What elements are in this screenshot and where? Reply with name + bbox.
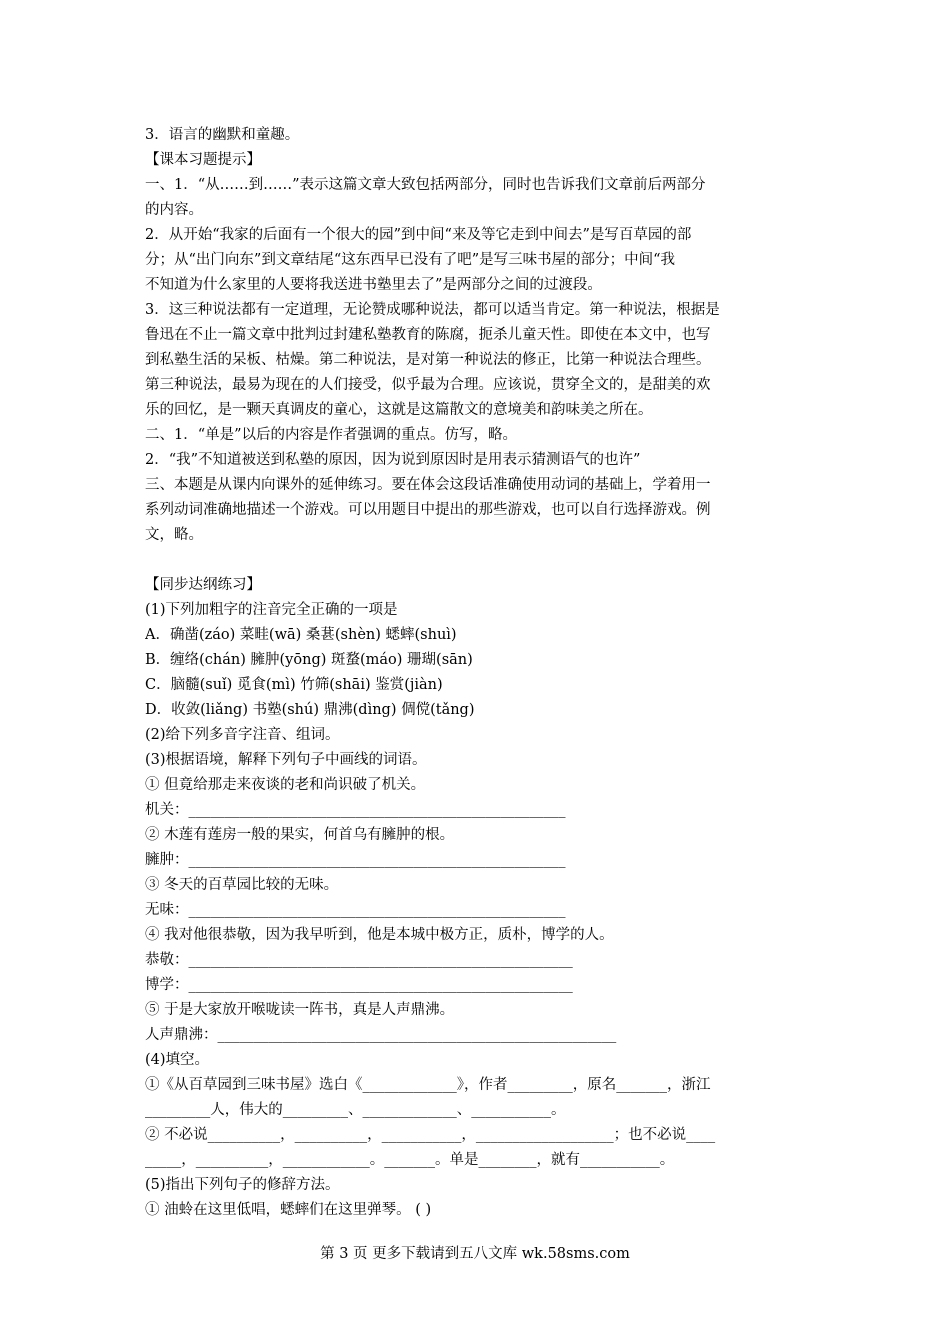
document-body xyxy=(145,123,810,1223)
fill-blank-line: ② 不必说__________，__________，___________，___________________；也不必说____ xyxy=(145,1127,716,1143)
section-heading: 【课本习题提示】 xyxy=(145,152,261,168)
page-footer: 第 3 页 更多下载请到五八文库 wk.58sms.com xyxy=(320,1246,630,1262)
answer-blank-line: 臃肿：____________________________________________________ xyxy=(145,852,566,868)
text-line: 3．这三种说法都有一定道理，无论赞成哪种说法，都可以适当肯定。第一种说法，根据是 xyxy=(145,302,720,318)
question-line: (2)给下列多音字注音、组词。 xyxy=(145,727,340,743)
sentence-line: ① 油蛉在这里低唱，蟋蟀们在这里弹琴。 ( ) xyxy=(145,1202,432,1218)
text-line: 系列动词准确地描述一个游戏。可以用题目中提出的那些游戏，也可以自行选择游戏。例 xyxy=(145,502,711,518)
answer-blank-line: 机关：____________________________________________________ xyxy=(145,802,566,818)
sentence-line: ④ 我对他很恭敬，因为我早听到，他是本城中极方正，质朴，博学的人。 xyxy=(145,927,614,943)
question-line: (5)指出下列句子的修辞方法。 xyxy=(145,1177,340,1193)
sentence-line: ⑤ 于是大家放开喉咙读一阵书，真是人声鼎沸。 xyxy=(145,1002,455,1018)
fill-blank-line: _____，__________，____________。_______。单是________，就有___________。 xyxy=(145,1152,675,1168)
text-line: 鲁迅在不止一篇文章中批判过封建私塾教育的陈腐，扼杀儿童天性。即使在本文中，也写 xyxy=(145,327,711,343)
answer-blank-line: 人声鼎沸：_______________________________________________________ xyxy=(145,1027,617,1043)
blank-line xyxy=(145,548,810,573)
answer-blank-line: 恭敬：_____________________________________________________ xyxy=(145,952,573,968)
text-line: 2．从开始“我家的后面有一个很大的园”到中间“来及等它走到中间去”是写百草园的部 xyxy=(145,227,692,243)
text-line: 的内容。 xyxy=(145,202,203,218)
text-line: 到私塾生活的呆板、枯燥。第二种说法，是对第一种说法的修正，比第一种说法合理些。 xyxy=(145,352,711,368)
option-b: B．缠络(chán) 臃肿(yōng) 斑蝥(máo) 珊瑚(sān) xyxy=(145,652,473,668)
text-line: 不知道为什么家里的人要将我送进书塾里去了”是两部分之间的过渡段。 xyxy=(145,277,602,293)
text-line: 分；从“出门向东”到文章结尾“这东西早已没有了吧”是写三味书屋的部分；中间“我 xyxy=(145,252,676,268)
text-line: 三、本题是从课内向课外的延伸练习。要在体会这段话准确使用动词的基础上，学着用一 xyxy=(145,477,711,493)
answer-blank-line: 博学：_____________________________________________________ xyxy=(145,977,573,993)
sentence-line: ② 木莲有莲房一般的果实，何首乌有臃肿的根。 xyxy=(145,827,455,843)
fill-blank-line: ①《从百草园到三味书屋》选白《_____________》，作者_________，原名_______，浙江 xyxy=(145,1077,711,1093)
sentence-line: ③ 冬天的百草园比较的无味。 xyxy=(145,877,339,893)
option-d: D．收敛(liǎng) 书塾(shú) 鼎沸(dìng) 倜傥(tǎng) xyxy=(145,702,475,718)
text-line: 3．语言的幽默和童趣。 xyxy=(145,127,300,143)
text-line: 第三种说法，最易为现在的人们接受，似乎最为合理。应该说，贯穿全文的，是甜美的欢 xyxy=(145,377,711,393)
option-c: C．脑髓(suǐ) 觅食(mì) 竹筛(shāi) 鉴赏(jiàn) xyxy=(145,677,443,693)
section-heading: 【同步达纲练习】 xyxy=(145,577,261,593)
text-line: 二、1．“单是”以后的内容是作者强调的重点。仿写，略。 xyxy=(145,427,518,443)
sentence-line: ① 但竟给那走来夜谈的老和尚识破了机关。 xyxy=(145,777,426,793)
text-line: 2．“我”不知道被送到私塾的原因，因为说到原因时是用表示猜测语气的也许” xyxy=(145,452,641,468)
text-line: 文，略。 xyxy=(145,527,203,543)
text-line: 乐的回忆，是一颗天真调皮的童心，这就是这篇散文的意境美和韵味美之所在。 xyxy=(145,402,653,418)
question-line: (4)填空。 xyxy=(145,1052,210,1068)
option-a: A．确凿(záo) 菜畦(wā) 桑葚(shèn) 蟋蟀(shuì) xyxy=(145,627,457,643)
question-line: (1)下列加粗字的注音完全正确的一项是 xyxy=(145,602,398,618)
question-line: (3)根据语境，解释下列句子中画线的词语。 xyxy=(145,752,427,768)
text-line: 一、1．“从……到……”表示这篇文章大致包括两部分，同时也告诉我们文章前后两部分 xyxy=(145,177,706,193)
fill-blank-line: _________人，伟大的_________、_____________、___________。 xyxy=(145,1102,566,1118)
answer-blank-line: 无味：____________________________________________________ xyxy=(145,902,566,918)
